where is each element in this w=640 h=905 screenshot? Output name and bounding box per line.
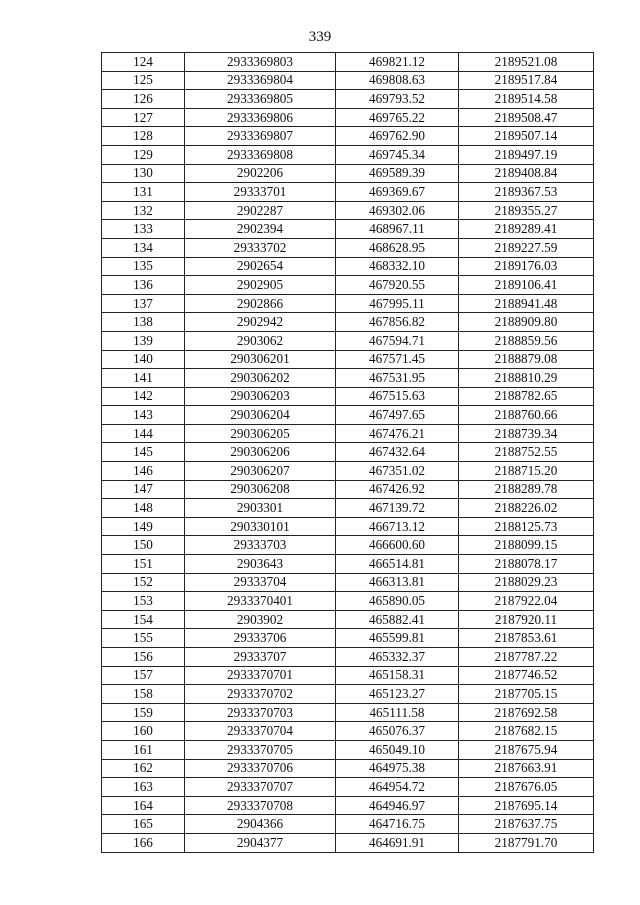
- point-number-cell: 137: [102, 294, 185, 313]
- point-number-cell: 142: [102, 387, 185, 406]
- x-coordinate-cell: 469821.12: [336, 53, 459, 72]
- x-coordinate-cell: 467426.92: [336, 480, 459, 499]
- point-number-cell: 147: [102, 480, 185, 499]
- table-row: [102, 53, 594, 72]
- table-row: [102, 778, 594, 797]
- table-row: [102, 462, 594, 481]
- point-number-cell: 158: [102, 685, 185, 704]
- point-number-cell: 144: [102, 424, 185, 443]
- y-coordinate-cell: 2189176.03: [459, 257, 594, 276]
- y-coordinate-cell: 2187675.94: [459, 740, 594, 759]
- table-row: [102, 387, 594, 406]
- point-id-cell: 29333702: [185, 238, 336, 257]
- x-coordinate-cell: 466514.81: [336, 555, 459, 574]
- point-id-cell: 290306207: [185, 462, 336, 481]
- y-coordinate-cell: 2187695.14: [459, 796, 594, 815]
- y-coordinate-cell: 2187637.75: [459, 815, 594, 834]
- y-coordinate-cell: 2189408.84: [459, 164, 594, 183]
- point-number-cell: 160: [102, 722, 185, 741]
- point-number-cell: 126: [102, 90, 185, 109]
- table-row: [102, 313, 594, 332]
- point-number-cell: 128: [102, 127, 185, 146]
- x-coordinate-cell: 464954.72: [336, 778, 459, 797]
- point-id-cell: 290306201: [185, 350, 336, 369]
- table-row: [102, 127, 594, 146]
- point-id-cell: 2933370705: [185, 740, 336, 759]
- table-row: [102, 90, 594, 109]
- table-row: [102, 257, 594, 276]
- table-row: [102, 536, 594, 555]
- y-coordinate-cell: 2189517.84: [459, 71, 594, 90]
- point-id-cell: 2933370707: [185, 778, 336, 797]
- point-id-cell: 29333701: [185, 183, 336, 202]
- point-id-cell: 2933369805: [185, 90, 336, 109]
- point-number-cell: 157: [102, 666, 185, 685]
- table-row: [102, 703, 594, 722]
- table-row: [102, 740, 594, 759]
- point-number-cell: 148: [102, 499, 185, 518]
- point-number-cell: 143: [102, 406, 185, 425]
- table-row: [102, 722, 594, 741]
- point-number-cell: 125: [102, 71, 185, 90]
- point-number-cell: 152: [102, 573, 185, 592]
- table-row: [102, 833, 594, 852]
- point-number-cell: 162: [102, 759, 185, 778]
- y-coordinate-cell: 2189355.27: [459, 201, 594, 220]
- x-coordinate-cell: 466600.60: [336, 536, 459, 555]
- table-row: [102, 685, 594, 704]
- point-number-cell: 149: [102, 517, 185, 536]
- point-id-cell: 290306202: [185, 369, 336, 388]
- point-number-cell: 134: [102, 238, 185, 257]
- x-coordinate-cell: 465599.81: [336, 629, 459, 648]
- point-id-cell: 2902206: [185, 164, 336, 183]
- point-number-cell: 159: [102, 703, 185, 722]
- y-coordinate-cell: 2188760.66: [459, 406, 594, 425]
- point-id-cell: 2933369806: [185, 108, 336, 127]
- table-row: [102, 499, 594, 518]
- coordinates-table: [101, 52, 594, 853]
- point-number-cell: 155: [102, 629, 185, 648]
- x-coordinate-cell: 467497.65: [336, 406, 459, 425]
- x-coordinate-cell: 465123.27: [336, 685, 459, 704]
- table-row: [102, 629, 594, 648]
- point-id-cell: 2933369804: [185, 71, 336, 90]
- point-number-cell: 163: [102, 778, 185, 797]
- x-coordinate-cell: 465158.31: [336, 666, 459, 685]
- point-id-cell: 2933369807: [185, 127, 336, 146]
- x-coordinate-cell: 467351.02: [336, 462, 459, 481]
- table-row: [102, 145, 594, 164]
- table-row: [102, 480, 594, 499]
- point-number-cell: 153: [102, 592, 185, 611]
- x-coordinate-cell: 468967.11: [336, 220, 459, 239]
- x-coordinate-cell: 465882.41: [336, 610, 459, 629]
- point-id-cell: 2903902: [185, 610, 336, 629]
- point-number-cell: 132: [102, 201, 185, 220]
- point-id-cell: 29333703: [185, 536, 336, 555]
- x-coordinate-cell: 469808.63: [336, 71, 459, 90]
- x-coordinate-cell: 464946.97: [336, 796, 459, 815]
- x-coordinate-cell: 465111.58: [336, 703, 459, 722]
- y-coordinate-cell: 2189508.47: [459, 108, 594, 127]
- point-number-cell: 166: [102, 833, 185, 852]
- y-coordinate-cell: 2189521.08: [459, 53, 594, 72]
- point-number-cell: 139: [102, 331, 185, 350]
- point-number-cell: 131: [102, 183, 185, 202]
- point-number-cell: 129: [102, 145, 185, 164]
- point-number-cell: 150: [102, 536, 185, 555]
- point-number-cell: 146: [102, 462, 185, 481]
- table-row: [102, 238, 594, 257]
- y-coordinate-cell: 2188226.02: [459, 499, 594, 518]
- x-coordinate-cell: 467139.72: [336, 499, 459, 518]
- y-coordinate-cell: 2187787.22: [459, 648, 594, 667]
- x-coordinate-cell: 467515.63: [336, 387, 459, 406]
- table-row: [102, 369, 594, 388]
- y-coordinate-cell: 2187853.61: [459, 629, 594, 648]
- x-coordinate-cell: 465076.37: [336, 722, 459, 741]
- y-coordinate-cell: 2189367.53: [459, 183, 594, 202]
- table-row: [102, 796, 594, 815]
- point-number-cell: 130: [102, 164, 185, 183]
- table-row: [102, 350, 594, 369]
- y-coordinate-cell: 2188909.80: [459, 313, 594, 332]
- point-id-cell: 290306203: [185, 387, 336, 406]
- table-row: [102, 610, 594, 629]
- point-id-cell: 2933370702: [185, 685, 336, 704]
- table-row: [102, 592, 594, 611]
- table-body: [102, 53, 594, 853]
- point-id-cell: 2904366: [185, 815, 336, 834]
- y-coordinate-cell: 2188810.29: [459, 369, 594, 388]
- point-id-cell: 29333706: [185, 629, 336, 648]
- y-coordinate-cell: 2187920.11: [459, 610, 594, 629]
- point-id-cell: 290306206: [185, 443, 336, 462]
- table-row: [102, 666, 594, 685]
- point-number-cell: 156: [102, 648, 185, 667]
- point-id-cell: 2903062: [185, 331, 336, 350]
- x-coordinate-cell: 464716.75: [336, 815, 459, 834]
- x-coordinate-cell: 469302.06: [336, 201, 459, 220]
- y-coordinate-cell: 2187922.04: [459, 592, 594, 611]
- y-coordinate-cell: 2189514.58: [459, 90, 594, 109]
- point-id-cell: 2933369803: [185, 53, 336, 72]
- table-row: [102, 648, 594, 667]
- y-coordinate-cell: 2187676.05: [459, 778, 594, 797]
- y-coordinate-cell: 2188941.48: [459, 294, 594, 313]
- y-coordinate-cell: 2189106.41: [459, 276, 594, 295]
- point-id-cell: 2902866: [185, 294, 336, 313]
- y-coordinate-cell: 2187682.15: [459, 722, 594, 741]
- x-coordinate-cell: 465890.05: [336, 592, 459, 611]
- x-coordinate-cell: 467571.45: [336, 350, 459, 369]
- point-number-cell: 141: [102, 369, 185, 388]
- x-coordinate-cell: 469589.39: [336, 164, 459, 183]
- point-number-cell: 165: [102, 815, 185, 834]
- y-coordinate-cell: 2188289.78: [459, 480, 594, 499]
- x-coordinate-cell: 466713.12: [336, 517, 459, 536]
- point-id-cell: 29333707: [185, 648, 336, 667]
- y-coordinate-cell: 2187692.58: [459, 703, 594, 722]
- x-coordinate-cell: 467856.82: [336, 313, 459, 332]
- table-row: [102, 201, 594, 220]
- point-number-cell: 154: [102, 610, 185, 629]
- point-id-cell: 2902394: [185, 220, 336, 239]
- point-number-cell: 140: [102, 350, 185, 369]
- y-coordinate-cell: 2188739.34: [459, 424, 594, 443]
- point-id-cell: 2902905: [185, 276, 336, 295]
- y-coordinate-cell: 2189227.59: [459, 238, 594, 257]
- x-coordinate-cell: 467594.71: [336, 331, 459, 350]
- y-coordinate-cell: 2188125.73: [459, 517, 594, 536]
- table-row: [102, 573, 594, 592]
- point-number-cell: 138: [102, 313, 185, 332]
- table-row: [102, 406, 594, 425]
- x-coordinate-cell: 467920.55: [336, 276, 459, 295]
- table-row: [102, 164, 594, 183]
- point-number-cell: 164: [102, 796, 185, 815]
- point-id-cell: 2903301: [185, 499, 336, 518]
- y-coordinate-cell: 2187663.91: [459, 759, 594, 778]
- point-number-cell: 124: [102, 53, 185, 72]
- table-row: [102, 331, 594, 350]
- table-row: [102, 759, 594, 778]
- point-number-cell: 161: [102, 740, 185, 759]
- point-id-cell: 2933370706: [185, 759, 336, 778]
- y-coordinate-cell: 2188879.08: [459, 350, 594, 369]
- y-coordinate-cell: 2189497.19: [459, 145, 594, 164]
- x-coordinate-cell: 466313.81: [336, 573, 459, 592]
- page-number: 339: [308, 29, 332, 45]
- point-id-cell: 29333704: [185, 573, 336, 592]
- y-coordinate-cell: 2187791.70: [459, 833, 594, 852]
- point-number-cell: 136: [102, 276, 185, 295]
- point-number-cell: 151: [102, 555, 185, 574]
- y-coordinate-cell: 2188715.20: [459, 462, 594, 481]
- y-coordinate-cell: 2187746.52: [459, 666, 594, 685]
- point-id-cell: 2902942: [185, 313, 336, 332]
- y-coordinate-cell: 2188078.17: [459, 555, 594, 574]
- point-id-cell: 2933370703: [185, 703, 336, 722]
- x-coordinate-cell: 469745.34: [336, 145, 459, 164]
- point-id-cell: 2904377: [185, 833, 336, 852]
- x-coordinate-cell: 468628.95: [336, 238, 459, 257]
- y-coordinate-cell: 2188752.55: [459, 443, 594, 462]
- point-number-cell: 133: [102, 220, 185, 239]
- x-coordinate-cell: 467432.64: [336, 443, 459, 462]
- x-coordinate-cell: 467531.95: [336, 369, 459, 388]
- point-id-cell: 290306208: [185, 480, 336, 499]
- x-coordinate-cell: 464975.38: [336, 759, 459, 778]
- x-coordinate-cell: 469369.67: [336, 183, 459, 202]
- point-id-cell: 2903643: [185, 555, 336, 574]
- x-coordinate-cell: 467995.11: [336, 294, 459, 313]
- x-coordinate-cell: 464691.91: [336, 833, 459, 852]
- x-coordinate-cell: 469765.22: [336, 108, 459, 127]
- y-coordinate-cell: 2189507.14: [459, 127, 594, 146]
- table-row: [102, 183, 594, 202]
- table-row: [102, 517, 594, 536]
- table-row: [102, 443, 594, 462]
- table-row: [102, 108, 594, 127]
- point-id-cell: 290306204: [185, 406, 336, 425]
- table-row: [102, 294, 594, 313]
- point-id-cell: 2933370708: [185, 796, 336, 815]
- point-id-cell: 290306205: [185, 424, 336, 443]
- point-id-cell: 290330101: [185, 517, 336, 536]
- x-coordinate-cell: 465049.10: [336, 740, 459, 759]
- table-row: [102, 555, 594, 574]
- y-coordinate-cell: 2188859.56: [459, 331, 594, 350]
- table-row: [102, 71, 594, 90]
- point-number-cell: 145: [102, 443, 185, 462]
- point-number-cell: 135: [102, 257, 185, 276]
- point-id-cell: 2933369808: [185, 145, 336, 164]
- y-coordinate-cell: 2188099.15: [459, 536, 594, 555]
- table-row: [102, 815, 594, 834]
- point-id-cell: 2933370704: [185, 722, 336, 741]
- point-id-cell: 2933370401: [185, 592, 336, 611]
- x-coordinate-cell: 469762.90: [336, 127, 459, 146]
- point-id-cell: 2902287: [185, 201, 336, 220]
- y-coordinate-cell: 2187705.15: [459, 685, 594, 704]
- table-row: [102, 220, 594, 239]
- y-coordinate-cell: 2188782.65: [459, 387, 594, 406]
- x-coordinate-cell: 467476.21: [336, 424, 459, 443]
- table-row: [102, 424, 594, 443]
- point-number-cell: 127: [102, 108, 185, 127]
- x-coordinate-cell: 469793.52: [336, 90, 459, 109]
- y-coordinate-cell: 2189289.41: [459, 220, 594, 239]
- point-id-cell: 2902654: [185, 257, 336, 276]
- x-coordinate-cell: 468332.10: [336, 257, 459, 276]
- table-row: [102, 276, 594, 295]
- y-coordinate-cell: 2188029.23: [459, 573, 594, 592]
- point-id-cell: 2933370701: [185, 666, 336, 685]
- x-coordinate-cell: 465332.37: [336, 648, 459, 667]
